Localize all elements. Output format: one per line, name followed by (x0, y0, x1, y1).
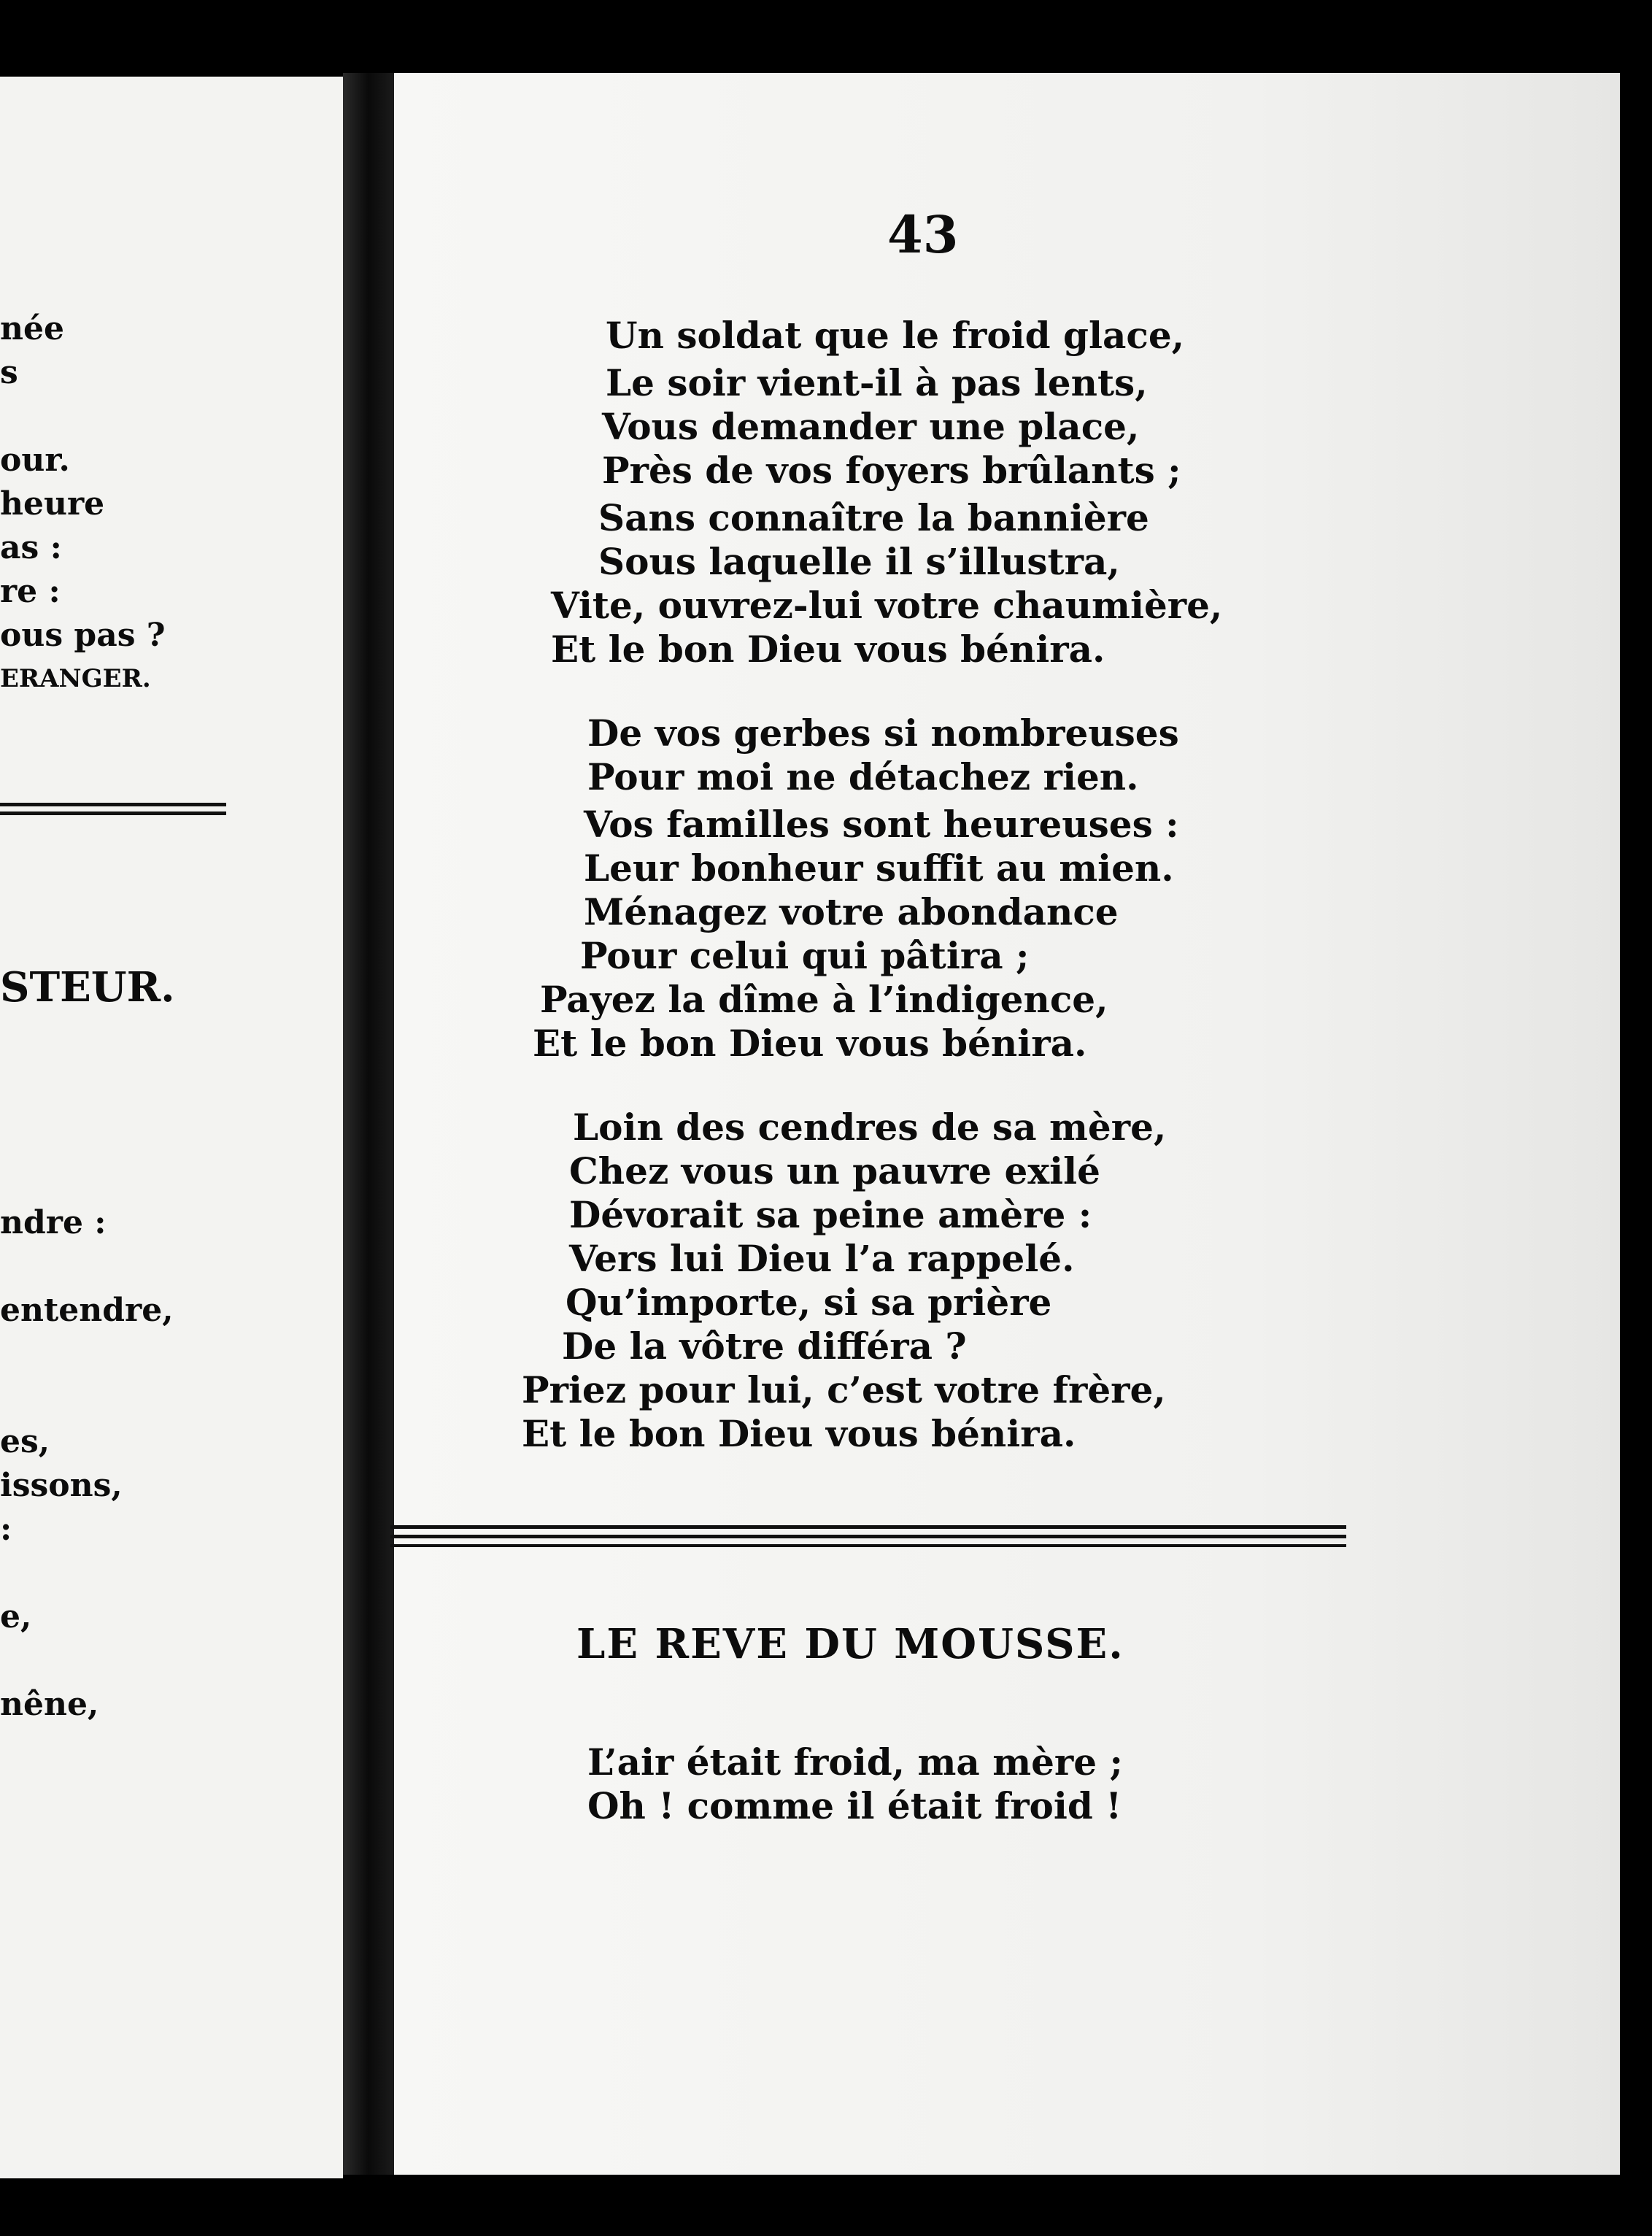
verse-line: De vos gerbes si nombreuses (587, 712, 1179, 755)
verse-line: Pour moi ne détachez rien. (587, 755, 1139, 798)
left-text-line: ndre : (0, 1204, 107, 1241)
verse-line: Ménagez votre abondance (584, 890, 1119, 933)
left-text-line: : (0, 1511, 12, 1548)
verse-line: De la vôtre différa ? (562, 1325, 967, 1368)
verse-line: Oh ! comme il était froid ! (587, 1784, 1122, 1827)
left-text-line: e, (0, 1598, 32, 1635)
verse-line: Et le bon Dieu vous bénira. (533, 1022, 1087, 1065)
left-rule (0, 803, 226, 806)
verse-line: Qu’importe, si sa prière (566, 1281, 1052, 1324)
left-text-line: re : (0, 573, 61, 610)
verse-line: Le soir vient-il à pas lents, (606, 361, 1148, 404)
section-rule (390, 1544, 1346, 1547)
left-text-line: issons, (0, 1467, 123, 1504)
left-section-title: STEUR. (0, 963, 175, 1011)
verse-line: Près de vos foyers brûlants ; (602, 449, 1181, 492)
verse-line: Vite, ouvrez-lui votre chaumière, (551, 584, 1223, 627)
verse-line: Priez pour lui, c’est votre frère, (522, 1368, 1166, 1411)
left-rule (0, 811, 226, 815)
page-number: 43 (887, 204, 959, 265)
verse-line: Vers lui Dieu l’a rappelé. (569, 1237, 1075, 1280)
verse-line: Un soldat que le froid glace, (606, 314, 1185, 357)
left-text-line: s (0, 354, 18, 391)
song-title: LE REVE DU MOUSSE. (576, 1620, 1124, 1668)
verse-line: Vos familles sont heureuses : (584, 803, 1179, 846)
verse-line: Et le bon Dieu vous bénira. (522, 1412, 1076, 1455)
verse-line: L’air était froid, ma mère ; (587, 1740, 1123, 1784)
left-text-line: our. (0, 442, 70, 479)
verse-line: Chez vous un pauvre exilé (569, 1149, 1100, 1192)
book-gutter (343, 73, 394, 2175)
section-rule (390, 1525, 1346, 1529)
left-text-line: entendre, (0, 1292, 174, 1329)
left-text-line: heure (0, 485, 105, 523)
left-text-line: ous pas ? (0, 617, 166, 654)
left-page (0, 77, 343, 2178)
verse-line: Sans connaître la bannière (598, 496, 1149, 539)
left-text-line: née (0, 310, 64, 347)
verse-line: Dévorait sa peine amère : (569, 1193, 1092, 1236)
left-text-line: as : (0, 529, 62, 566)
section-rule (390, 1535, 1346, 1538)
left-author: ERANGER. (0, 664, 151, 693)
verse-line: Loin des cendres de sa mère, (573, 1106, 1167, 1149)
left-text-line: nêne, (0, 1686, 99, 1723)
verse-line: Pour celui qui pâtira ; (580, 934, 1030, 977)
left-text-line: es, (0, 1423, 50, 1460)
verse-line: Vous demander une place, (602, 405, 1140, 448)
verse-line: Et le bon Dieu vous bénira. (551, 628, 1105, 671)
verse-line: Sous laquelle il s’illustra, (598, 540, 1120, 583)
verse-line: Payez la dîme à l’indigence, (540, 978, 1108, 1021)
verse-line: Leur bonheur suffit au mien. (584, 847, 1174, 890)
